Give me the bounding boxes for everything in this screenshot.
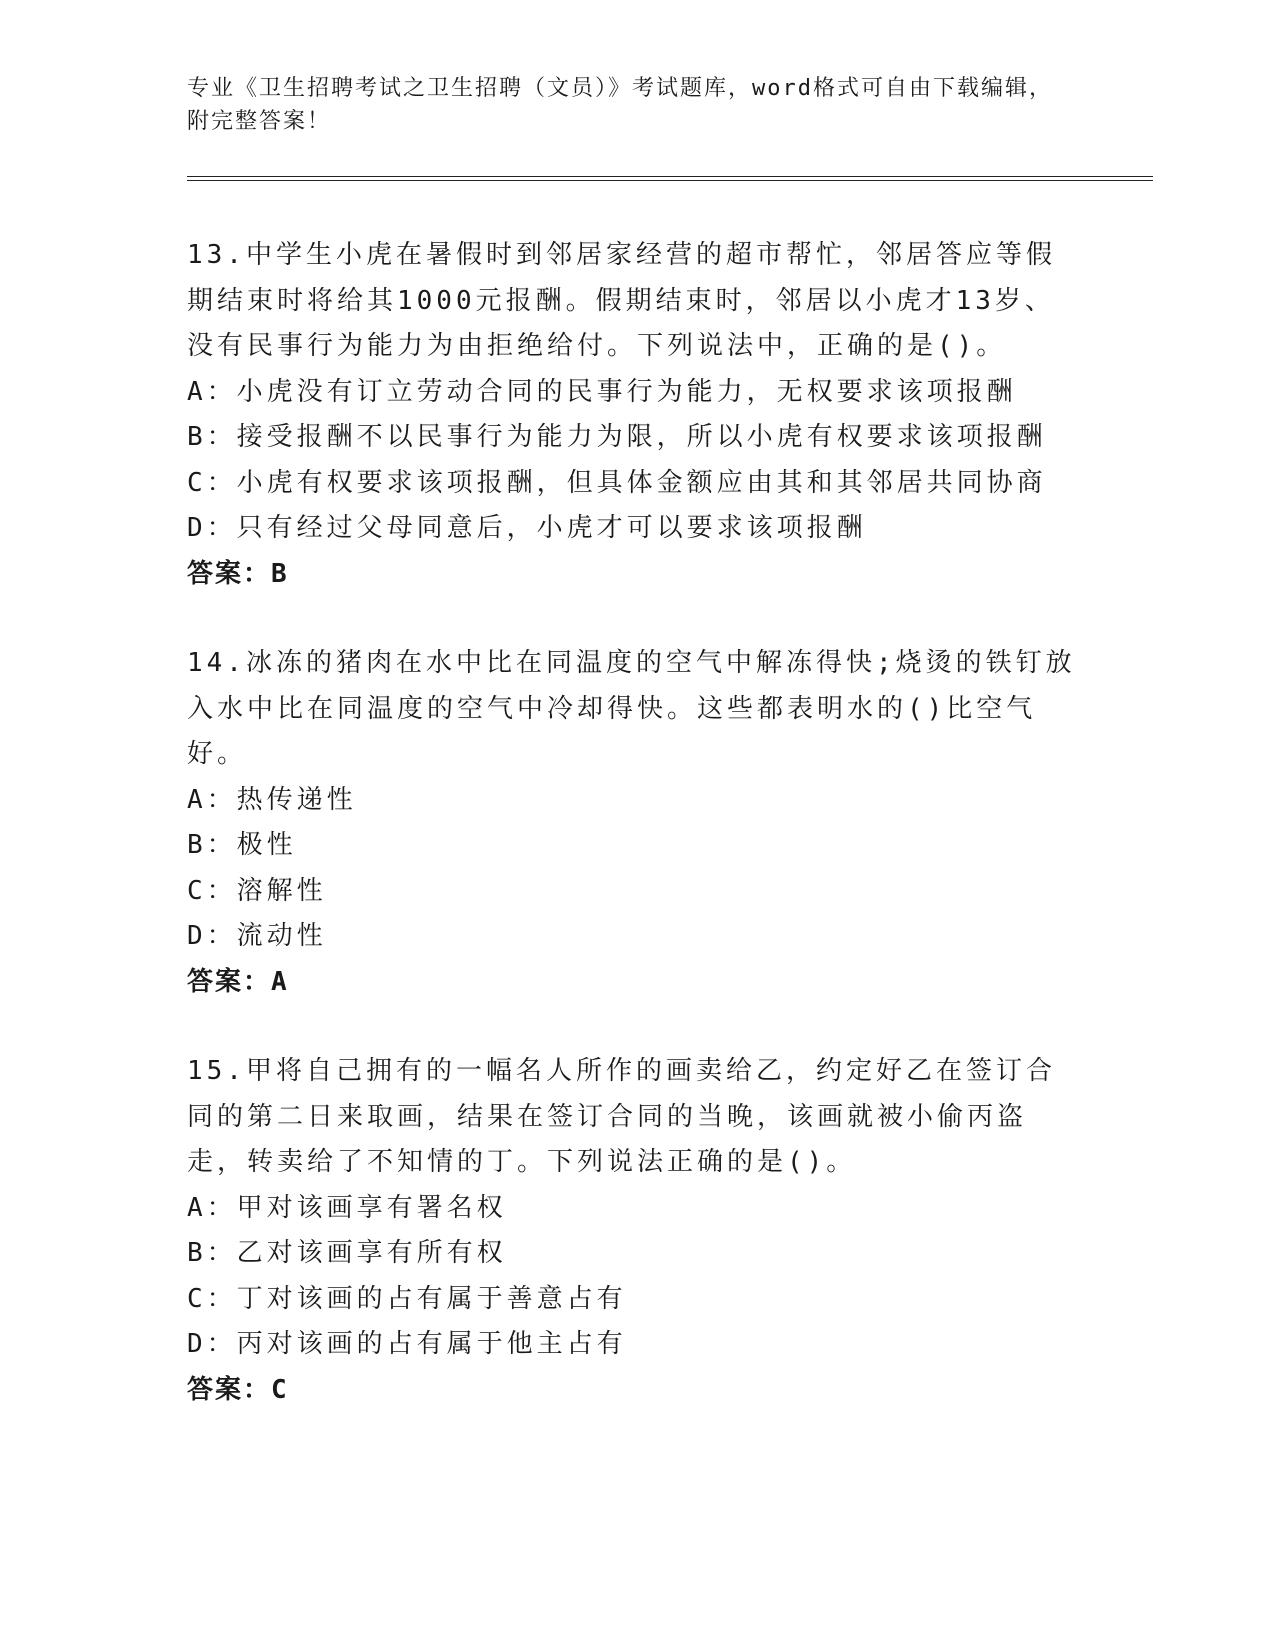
option-a: A：小虎没有订立劳动合同的民事行为能力，无权要求该项报酬 — [187, 376, 1017, 407]
option-a: A：热传递性 — [187, 784, 357, 815]
question-14 — [187, 641, 1077, 1005]
answer: 答案：C — [187, 1374, 289, 1405]
answer: 答案：A — [187, 966, 289, 997]
answer: 答案：B — [187, 558, 289, 589]
option-d: D：只有经过父母同意后，小虎才可以要求该项报酬 — [187, 513, 867, 543]
option-d: D：流动性 — [187, 921, 327, 951]
option-d: D：丙对该画的占有属于他主占有 — [187, 1329, 627, 1359]
option-c: C：溶解性 — [187, 875, 327, 906]
option-b: B：接受报酬不以民事行为能力为限，所以小虎有权要求该项报酬 — [187, 422, 1047, 452]
option-a: A：甲对该画享有署名权 — [187, 1192, 507, 1223]
option-c: C：丁对该画的占有属于善意占有 — [187, 1283, 627, 1314]
question-15 — [187, 1049, 1077, 1413]
header-divider — [187, 176, 1153, 181]
option-b: B：极性 — [187, 830, 297, 860]
question-stem: 13.中学生小虎在暑假时到邻居家经营的超市帮忙，邻居答应等假期结束时将给其1000元报酬。假期结束时，邻居以小虎才13岁、没有民事行为能力为由拒绝给付。下列说法中，正确的是()。 — [187, 240, 1056, 361]
question-stem: 15.甲将自己拥有的一幅名人所作的画卖给乙，约定好乙在签订合同的第二日来取画，结果在签订合同的当晚，该画就被小偷丙盗走，转卖给了不知情的丁。下列说法正确的是()。 — [187, 1056, 1056, 1177]
option-b: B：乙对该画享有所有权 — [187, 1238, 507, 1268]
page-header: 专业《卫生招聘考试之卫生招聘（文员）》考试题库，word格式可自由下载编辑，附完整答案！ — [187, 76, 1053, 134]
question-stem: 14.冰冻的猪肉在水中比在同温度的空气中解冻得快;烧烫的铁钉放入水中比在同温度的空气中冷却得快。这些都表明水的()比空气好。 — [187, 648, 1076, 769]
option-c: C：小虎有权要求该项报酬，但具体金额应由其和其邻居共同协商 — [187, 467, 1047, 498]
question-13 — [187, 233, 1077, 597]
